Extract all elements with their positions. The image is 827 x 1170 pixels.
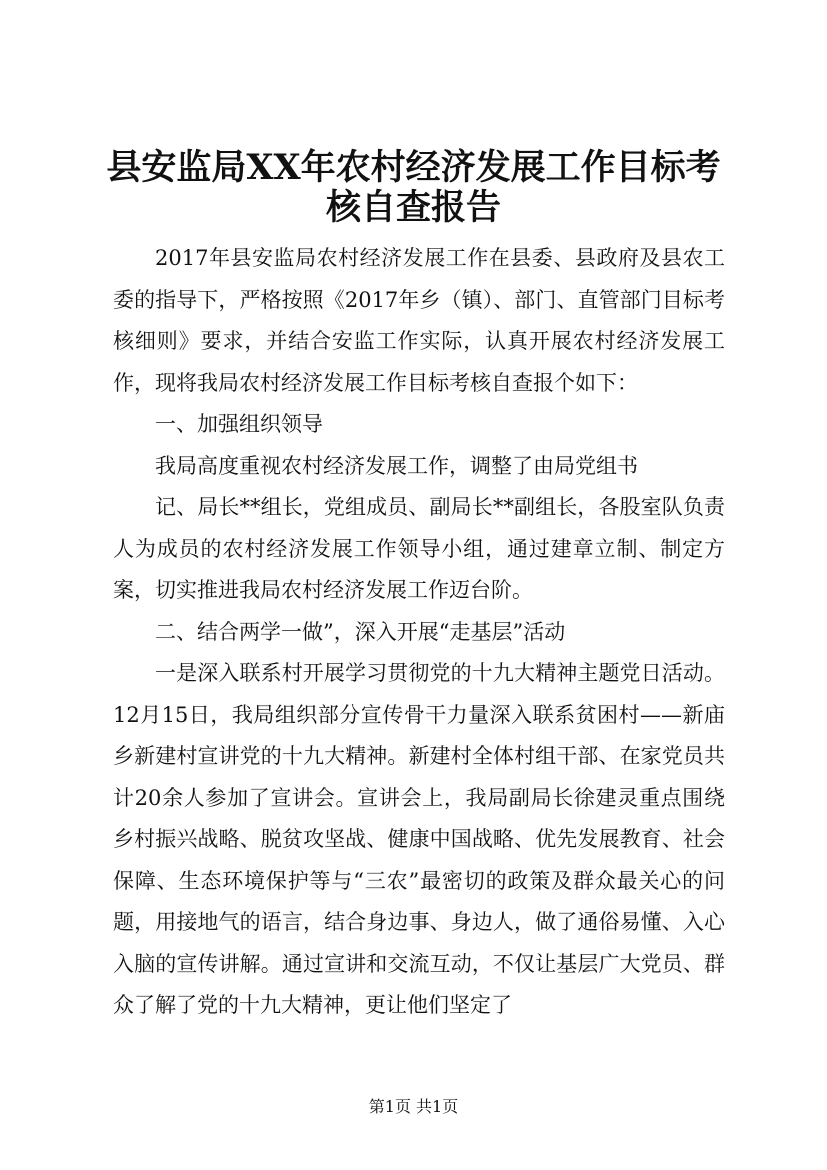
page-title: 县安监局XX年农村经济发展工作目标考核自查报告	[106, 147, 721, 228]
document-body	[113, 238, 725, 1027]
paragraph-intro: 2017年县安监局农村经济发展工作在县委、县政府及县农工委的指导下，严格按照《2017年乡（镇）、部门、直管部门目标考核细则》要求，并结合安监工作实际，认真开展农村经济发展工作，现将我局农村经济发展工作目标考核自查报个如下：	[113, 246, 725, 395]
section-heading-1: 一、加强组织领导	[155, 412, 323, 436]
paragraph-grassroots-activity: 一是深入联系村开展学习贯彻党的十九大精神主题党日活动。12月15日，我局组织部分宣传骨干力量深入联系贫困村——新庙乡新建村宣讲党的十九大精神。新建村全体村组干部、在家党员共计20余人参加了宣讲会。宣讲会上，我局副局长徐建灵重点围绕乡村振兴战略、脱贫攻坚战、健康中国战略、优先发展教育、社会保障、生态环境保护等与“三农”最密切的政策及群众最关心的问题，用接地气的语言，结合身边事、身边人，做了通俗易懂、入心入脑的宣传讲解。通过宣讲和交流互动，不仅让基层广大党员、群众了解了党的十九大精神，更让他们坚定了	[113, 661, 725, 1017]
paragraph-org-leadership-start: 我局高度重视农村经济发展工作，调整了由局党组书	[155, 453, 638, 478]
section-heading-2: 二、结合两学一做”，深入开展“走基层”活动	[155, 619, 566, 644]
paragraph-org-leadership-cont: 记、局长**组长，党组成员、副局长**副组长，各股室队负责人为成员的农村经济发展工作领导小组，通过建章立制、制定方案，切实推进我局农村经济发展工作迈台阶。	[113, 495, 725, 602]
page-footer: 第1页 共1页	[368, 1097, 459, 1116]
